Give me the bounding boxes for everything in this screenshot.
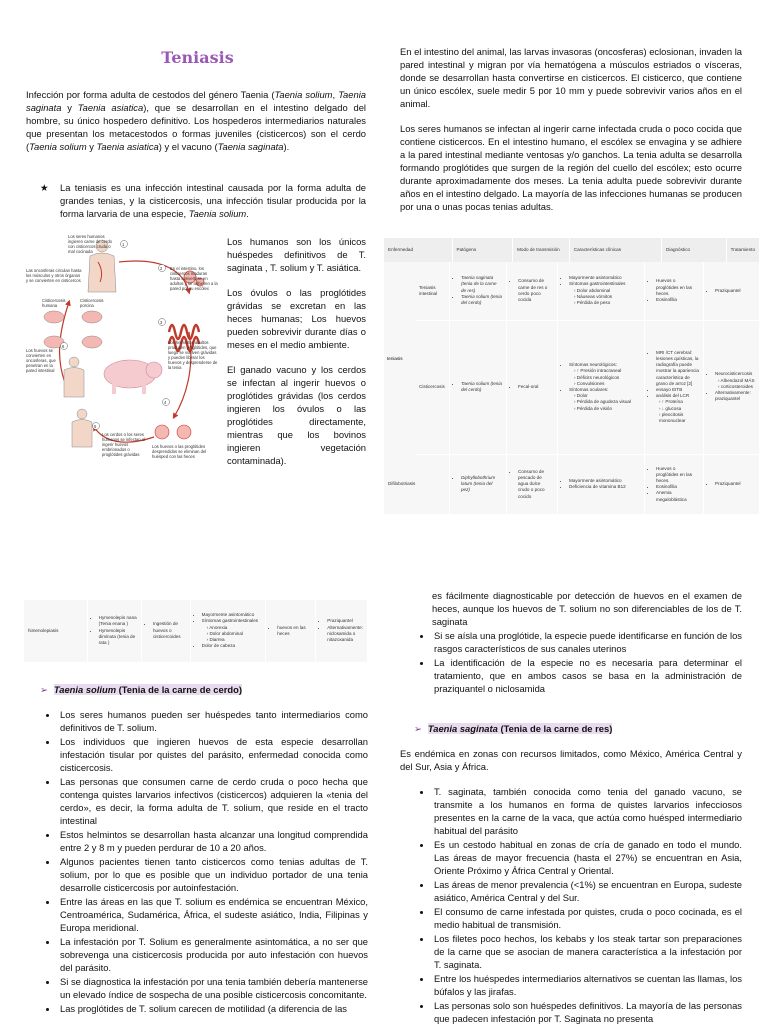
human-bottom-icon (72, 409, 92, 447)
list-item: • Las proglótides de T. solium carecen de motilidad (a diferencia de las (58, 1002, 368, 1015)
table-row: Teniasis intestinal • Taenia saginata (tenia de la carne de res) • Taenia solium (tenia del cerdo) • Consumo de carne de res o cerdo poco cocida • Mayormente asintomático • Síntomas gastrointestinales › Dolor abdominal › Náuseas vómitos › Pérdida de peso • Huevos o proglótides en las heces. • Eosinofilia • Praziquantel (415, 262, 760, 320)
list-item: • Las personas solo son huéspedes definitivos. La mayoría de las personas que padecen infestación por T. Saginata no presenta (432, 999, 742, 1025)
table-group-label: teniasis (384, 262, 415, 455)
step-5: 5 (94, 424, 97, 429)
figure-label: Cisticercosis porcina (80, 298, 104, 308)
pig-icon (104, 360, 162, 394)
list-item: • La identificación de la especie no es necesaria para determinar el tratamiento, que en ambos casos se basa en la administración de praziquantel o niclosamida (432, 656, 742, 695)
list-item: • Estos helmintos se desarrollan hasta alcanzar una longitud comprendida entre 2 y 8 m y pueden perdurar de 10 a 20 años. (58, 828, 368, 854)
list-item: • Entre las áreas en las que T. solium es endémica se encuentran México, Centroamérica, Sudamérica, África, el sudeste asiático, India, Filipinas y Europa meridional. (58, 895, 368, 934)
continued-text: es fácilmente diagnosticable por detección de huevos en el examen de heces, aunque los huevos de T. solium no son diferenciables de los de T. saginata (432, 590, 742, 627)
table-header: Patógeno (452, 238, 513, 262)
list-item: • Los filetes poco hechos, los kebabs y los steak tartar son preparaciones de la carne que se asocian de manera característica a la infestación por T. saginata. (432, 932, 742, 971)
right-col-page2 (400, 589, 742, 696)
cestode-table (384, 238, 760, 515)
eggs-icon (155, 425, 191, 439)
list-item: • T. saginata, también conocida como tenia del ganado vacuno, se transmite a los humanos en forma de quistes larvarios infecciosos presentes en la carne de la vaca, que actúa como huésped intermediario habitual del parásito (432, 785, 742, 837)
arrow-icon: ➢ (40, 684, 48, 695)
document-title: Teniasis (161, 48, 234, 67)
solium-list (26, 708, 368, 1015)
list-item: • Algunos pacientes tienen tanto cisticercos como tenias adultas de T. solium, por lo que es posible que un individuo portador de una tenia desarrolle cisticercosis por autoinfestación. (58, 855, 368, 894)
figure-label: Los huevos se convierten en oncosferas, que penetran en la pared intestinal (26, 348, 56, 373)
figure-label: Los seres humanos ingieren carne de cerdo con cisticercos cruda o mal cocinada (68, 234, 112, 254)
star-icon: ★ (40, 182, 49, 193)
step-4: 4 (164, 400, 167, 405)
table-header: Modo de transmisión (513, 238, 570, 262)
figure-label: En el intestino, los cisticercos maduran hasta convertirse en adultos y se adhieren a la pared por su escólex (170, 266, 218, 291)
saginata-heading: ➢ Taenia saginata (Tenia de la carne de res) (414, 723, 613, 734)
list-item: • Las personas que consumen carne de cerdo cruda o poco hecha que contenga quistes larvarios infectivos (cisticercos) adquieren la «tenia del cerdo», es decir, la forma adulta de T. solium, que reside en el tracto intestinal (58, 775, 368, 827)
list-item: • Entre los huéspedes intermediarios alternativos se cuentan las llamas, los búfalos y las jirafas. (432, 972, 742, 998)
cysticercosis-icons (44, 311, 102, 348)
table-header: Características clínicas (569, 238, 661, 262)
solium-section (26, 683, 368, 1016)
figure-label: Los huevos o las proglótides desprendidos se eliminan del huésped con las heces (152, 444, 207, 459)
intro-paragraph: Infección por forma adulta de cestodos del género Taenia (Taenia solium, Taenia saginata y Taenia asiatica), que se desarrollan en el intestino delgado del hombre, su único hospedero definitivo. Los hospederos intermediarios naturales que presentan los metacestodos o formas juveniles (cisticercos) son el cerdo (Taenia solium y Taenia asiatica) y el vacuno (Taenia saginata). (26, 89, 366, 152)
step-3: 3 (160, 320, 163, 325)
list-item: • Es un cestodo habitual en zonas de cría de ganado en todo el mundo. Las áreas de mayor frecuencia (hasta el 27%) se encuentran en Asia, Oriente Próximo y África Central y Oriental. (432, 838, 742, 877)
table-header: Diagnóstico (662, 238, 727, 262)
table-row: Cisticercosis • Taenia solium (tenia del cerdo) • Fecal-oral • Síntomas neurológicos: › ↑ Presión intracraneal › Déficits neurológicos › Convulsiones • Síntomas oculares: › Dolor › Pérdida de agudeza visual › Pérdida de visión • MRI /CT cerebral: lesiones quísticas, la radiografía puede mostrar la apariencia característica de grano de arroz [2] • ensayo EITB • análisis del LCR › ↑ Proteína › ↓ glucosa › pleocitosis mononuclear • Neurocisticercosis › Albendazol MÁS › corticosteroides • Alternativamente: praziquantel (415, 320, 760, 454)
taenia-life-cycle-figure (24, 232, 220, 472)
list-item: • El consumo de carne infestada por quistes, cruda o poco cocinada, es el medio habitual de transmisión. (432, 905, 742, 931)
side-text: Los humanos son los únicos huéspedes definitivos de T. saginata , T. solium y T. asiática. Los óvulos o las proglótides grávidas se excretan en las heces humanas; Los huevos pueden sobrevivir durante días o meses en el medio ambiente. El ganado vacuno y los cerdos se infectan al ingerir huevos o proglótides grávidas (los cerdos ingieren los óvulos o las proglótides directamente, mientras que los bovinos ingieren vegetación contaminada). (227, 236, 366, 466)
himenolepiasis-table (24, 600, 368, 663)
list-item: • Los individuos que ingieren huevos de esta especie desarrollan infestación tisular por quistes del parásito, enfermedad conocida como cisticercosis. (58, 735, 368, 774)
table-row: Difilobotriasis • Diphyllobothrium latum (tenia del pez) • Consumo de pescado de agua dulce crudo o poco cocido • Mayormente asintomático • Deficiencia de vitamina B12 • Huevos o proglótides en las heces. • Eosinofilia • Anemia megaloblástica • Praziquantel (384, 455, 760, 515)
table-header: Tratamiento (726, 238, 759, 262)
star-bullet: ★ La teniasis es una infección intestinal causada por la forma adulta de grandes tenias, y la cisticercosis, una infección tisular producida por la forma larvaria de una especie, Taenia solium. (40, 182, 366, 219)
list-item: • Los seres humanos pueden ser huéspedes tanto intermediarios como definitivos de T. solium. (58, 708, 368, 734)
table-header: Enfermedad (384, 238, 452, 262)
table-row: himenolepiasis • Hymenolepis nana (Tenia enana ) • Hymenolepis diminuta (tenia de rata ) • Ingestión de huevos o cisticercoides • Mayormente asintomático • Síntomas gastrointestinales › Anorexia › Dolor abdominal › Diarrea • Dolor de cabeza • huevos en las heces • Praziquantel • Alternativamente: niclosamida o nitazoxanida (24, 600, 368, 662)
solium-heading: ➢ Taenia solium (Tenia de la carne de cerdo) (40, 684, 242, 695)
list-item: • Si se diagnostica la infestación por una tenia también debería mantenerse un elevado índice de sospecha de una posible cisticercosis concomitante. (58, 975, 368, 1001)
identification-list (400, 629, 742, 695)
saginata-section (400, 722, 742, 1026)
list-item: • Las áreas de menor prevalencia (<1%) se encuentran en Europa, sudeste asiático, América Central y del Sur. (432, 878, 742, 904)
arrow-icon: ➢ (414, 723, 422, 734)
figure-label: Los cerdos o los seres humanos se infectan al ingerir huevos embrionados o proglótides grávidas (102, 432, 146, 457)
right-column-text: En el intestino del animal, las larvas invasoras (oncosferas) eclosionan, invaden la pared intestinal y migran por vía hematógena a músculos estriados o vísceras, donde se desarrollan hasta convertirse en cisticercos. El cisticerco, que contiene un único escólex, suele medir 5 por 10 mm y puede sobrevivir varios años en el animal. Los seres humanos se infectan al ingerir carne infectada cruda o poco cocida que contiene cisticercos. En el intestino humano, el escólex se envagina y se adhiere a la pared intestinal mediante ventosas y/o ganchos. La tenia adulta se desarrolla formando proglótides que surgen de la región del cuello del escólex; esto ocurre durante aproximadamente dos meses. La tenia adulta puede sobrevivir durante años en el intestino delgado. La mayoría de las infecciones humanas se producen por una o unas pocas tenias adultas. (400, 46, 742, 212)
list-item: • La infestación por T. Solium es generalmente asintomática, a no ser que sobrevenga una cisticercosis producida por auto infestación con huevos del parásito. (58, 935, 368, 974)
step-1: 1 (122, 242, 125, 247)
figure-label: Cisticercosis humana (42, 298, 66, 308)
human-intestine-icon (64, 357, 84, 397)
figure-label: Los helmintos adultos producen proglótides, que luego se vuelven grávidas y pueden liberar los huevos y desprenderse de la tenia (168, 340, 218, 370)
step-6: 6 (62, 344, 65, 349)
figure-label: Las oncosferas circulan hasta los músculos y otros órganos y se convierten en cisticercos (26, 268, 82, 283)
step-2: 2 (160, 266, 163, 271)
list-item: • Si se aísla una proglótide, la especie puede identificarse en función de los rasgos característicos de sus canales uterinos (432, 629, 742, 655)
saginata-list (400, 785, 742, 1025)
saginata-intro: Es endémica en zonas con recursos limitados, como México, América Central y del Sur, Asia y África. (400, 748, 742, 772)
